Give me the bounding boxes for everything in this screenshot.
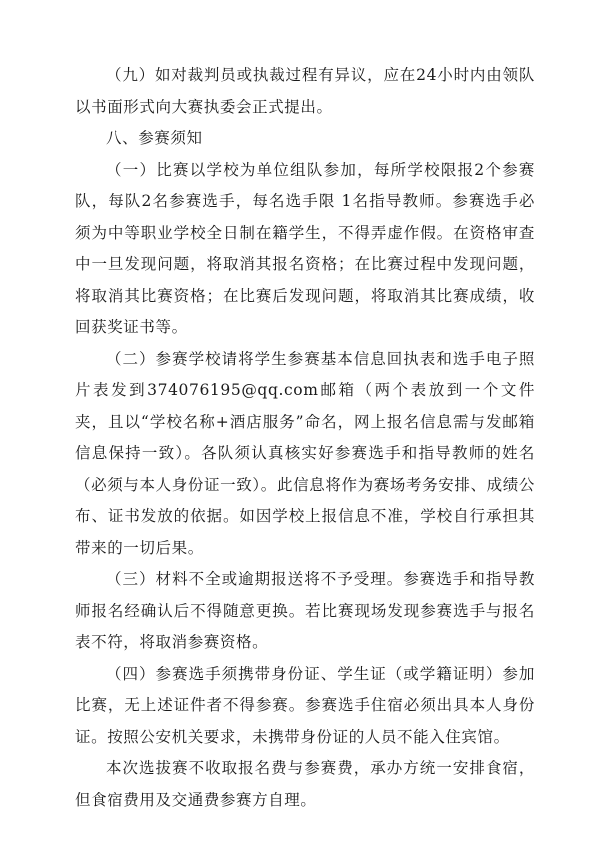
paragraph-team-registration: （一）比赛以学校为单位组队参加，每所学校限报2个参赛队，每队2名参赛选手，每名选手限 1名指导教师。参赛选手必须为中等职业学校全日制在籍学生，不得弄虚作假。在资格审查中一旦发现问题，将取消其报名资格；在比赛过程中发现问题，将取消其比赛资格；在比赛后发现问题，将取消其比赛成绩，收回获奖证书等。 (75, 160, 535, 336)
section-heading-participation-notes: 八、参赛须知 (106, 129, 203, 147)
paragraph-identity-documents: （四）参赛选手须携带身份证、学生证（或学籍证明）参加比赛，无上述证件者不得参赛。参赛选手住宿必须出具本人身份证。按照公安机关要求，未携带身份证的人员不能入住宾馆。 (75, 664, 535, 746)
paragraph-fees-and-lodging: 本次选拔赛不收取报名费与参赛费，承办方统一安排食宿，但食宿费用及交通费参赛方自理。 (75, 759, 535, 809)
paragraph-objection-procedure: （九）如对裁判员或执裁过程有异议，应在24小时内由领队以书面形式向大赛执委会正式提出。 (75, 66, 535, 116)
paragraph-late-materials: （三）材料不全或逾期报送将不予受理。参赛选手和指导教师报名经确认后不得随意更换。若比赛现场发现参赛选手与报名表不符，将取消参赛资格。 (75, 570, 535, 651)
paragraph-submission-email: （二）参赛学校请将学生参赛基本信息回执表和选手电子照片表发到374076195@qq.com邮箱（两个表放到一个文件夹，且以“学校名称+酒店服务”命名，网上报名信息需与发邮箱信息保持一致）。各队须认真核实好参赛选手和指导教师的姓名（必须与本人身份证一致）。此信息将作为赛场考务安排、成绩公布、证书发放的依据。如因学校上报信息不准，学校自行承担其带来的一切后果。 (75, 349, 535, 557)
document-body (75, 60, 535, 816)
